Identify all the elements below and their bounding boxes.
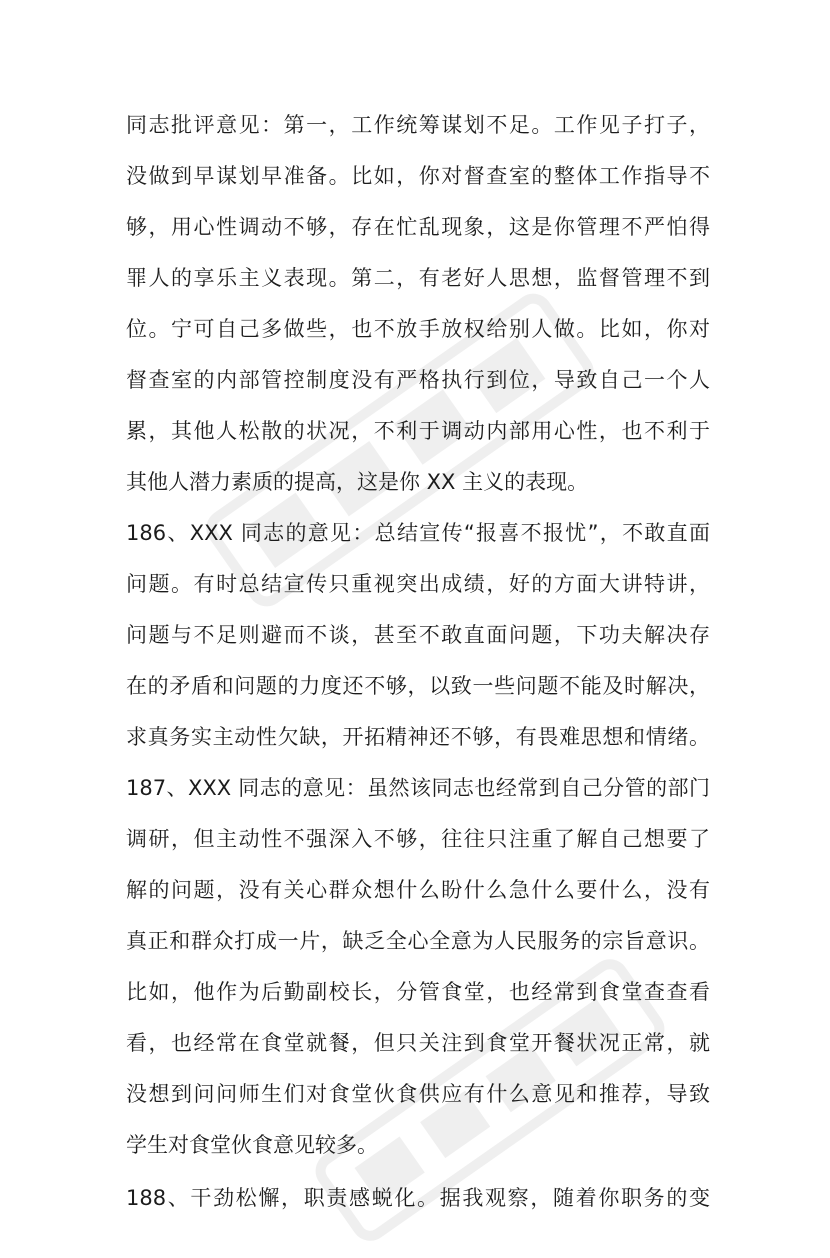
text-line: 同志批评意见：第一，工作统筹谋划不足。工作见子打子， — [126, 113, 710, 137]
text-line: 在的矛盾和问题的力度还不够，以致一些问题不能及时解决， — [126, 674, 710, 698]
text-line: 够，用心性调动不够，存在忙乱现象，这是你管理不严怕得 — [126, 215, 710, 239]
text-line: 问题与不足则避而不谈，甚至不敢直面问题，下功夫解决存 — [126, 623, 710, 647]
text-line: 其他人潜力素质的提高，这是你 XX 主义的表现。 — [126, 470, 589, 494]
text-line: 罪人的享乐主义表现。第二，有老好人思想，监督管理不到 — [126, 266, 710, 290]
text-line: 比如，他作为后勤副校长，分管食堂，也经常到食堂查查看 — [126, 980, 710, 1004]
paragraph — [126, 1173, 710, 1224]
text-line: 调研，但主动性不强深入不够，往往只注重了解自己想要了 — [126, 827, 710, 851]
text-line: 看，也经常在食堂就餐，但只关注到食堂开餐状况正常，就 — [126, 1031, 710, 1055]
text-line: 督查室的内部管控制度没有严格执行到位，导致自己一个人 — [126, 368, 710, 392]
text-line: 位。宁可自己多做些，也不放手放权给别人做。比如，你对 — [126, 317, 710, 341]
text-line: 没想到问问师生们对食堂伙食供应有什么意见和推荐，导致 — [126, 1082, 710, 1106]
text-line: 187、XXX 同志的意见：虽然该同志也经常到自己分管的部门 — [126, 776, 710, 800]
paragraph — [126, 100, 710, 508]
text-line: 解的问题，没有关心群众想什么盼什么急什么要什么，没有 — [126, 878, 710, 902]
text-line: 186、XXX 同志的意见：总结宣传“报喜不报忧”，不敢直面 — [126, 521, 710, 545]
text-line: 累，其他人松散的状况，不利于调动内部用心性，也不利于 — [126, 419, 710, 443]
document-body — [126, 100, 710, 1224]
paragraph — [126, 763, 710, 1171]
text-line: 问题。有时总结宣传只重视突出成绩，好的方面大讲特讲， — [126, 572, 710, 596]
text-line: 求真务实主动性欠缺，开拓精神还不够，有畏难思想和情绪。 — [126, 725, 710, 749]
text-line: 188、干劲松懈，职责感蜕化。据我观察，随着你职务的变 — [126, 1186, 710, 1210]
text-line: 真正和群众打成一片，缺乏全心全意为人民服务的宗旨意识。 — [126, 929, 710, 953]
text-line: 学生对食堂伙食意见较多。 — [126, 1133, 378, 1157]
paragraph — [126, 508, 710, 763]
text-line: 没做到早谋划早准备。比如，你对督查室的整体工作指导不 — [126, 164, 710, 188]
